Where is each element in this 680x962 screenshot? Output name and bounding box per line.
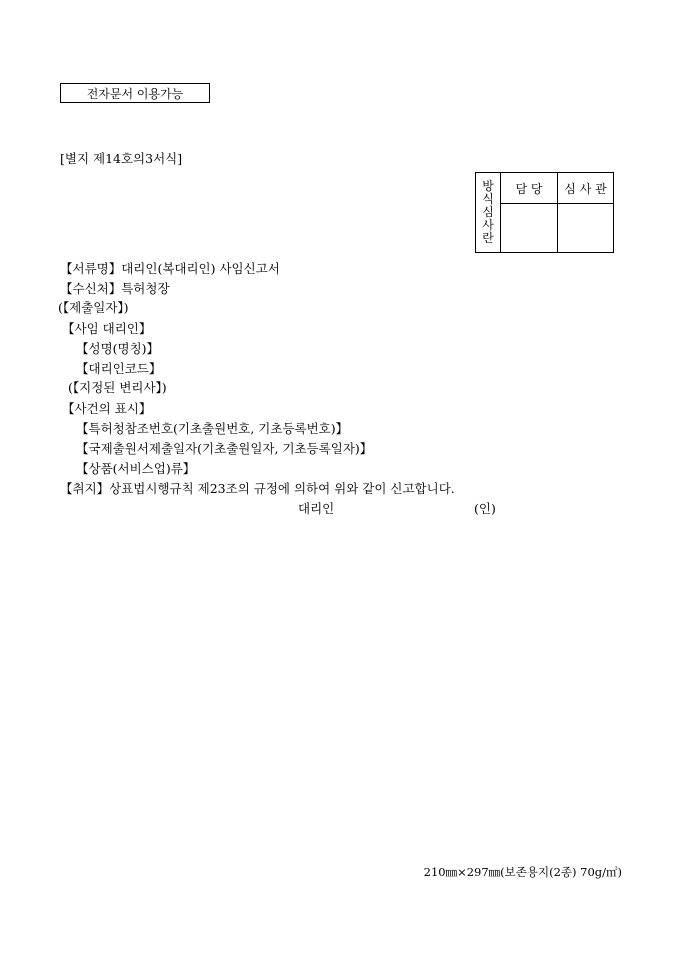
case-indication-line: 【사건의 표시】 bbox=[62, 401, 152, 416]
side-char: 심 bbox=[482, 205, 494, 219]
seal-mark: (인) bbox=[474, 501, 496, 516]
approval-table bbox=[475, 172, 614, 253]
signature-label: 대리인 bbox=[298, 501, 335, 516]
approval-cell-officer bbox=[501, 204, 558, 253]
recipient-line: 【수신처】특허청장 bbox=[60, 281, 170, 296]
side-char: 방 bbox=[482, 179, 494, 193]
intl-application-date-line: 【국제출원서제출일자(기초출원일자, 기초등록일자)】 bbox=[76, 441, 373, 456]
resigning-agent-line: 【사임 대리인】 bbox=[62, 321, 152, 336]
doc-title-line: 【서류명】대리인(복대리인) 사임신고서 bbox=[60, 261, 280, 276]
purpose-line: 【취지】상표법시행규칙 제23조의 규정에 의하여 위와 같이 신고합니다. bbox=[60, 481, 455, 496]
electronic-document-label: 전자문서 이용가능 bbox=[60, 83, 210, 103]
name-line: 【성명(명칭)】 bbox=[76, 341, 160, 356]
reference-number-line: 【특허청참조번호(기초출원번호, 기초등록번호)】 bbox=[76, 421, 349, 436]
goods-class-line: 【상품(서비스업)류】 bbox=[76, 461, 196, 476]
side-char: 란 bbox=[482, 231, 494, 245]
paper-spec-footer: 210㎜×297㎜(보존용지(2종) 70g/㎡) bbox=[423, 865, 622, 879]
side-char: 사 bbox=[482, 218, 494, 232]
agent-code-line: 【대리인코드】 bbox=[76, 361, 162, 376]
approval-header-examiner: 심 사 관 bbox=[558, 173, 614, 204]
side-char: 식 bbox=[482, 192, 494, 206]
approval-header-officer: 담 당 bbox=[501, 173, 558, 204]
submission-date-line: (【제출일자】) bbox=[58, 300, 129, 315]
designated-attorney-line: (【지정된 변리사】) bbox=[68, 380, 167, 395]
form-number: [별지 제14호의3서식] bbox=[60, 151, 183, 166]
approval-side-label bbox=[476, 173, 501, 253]
approval-cell-examiner bbox=[558, 204, 614, 253]
